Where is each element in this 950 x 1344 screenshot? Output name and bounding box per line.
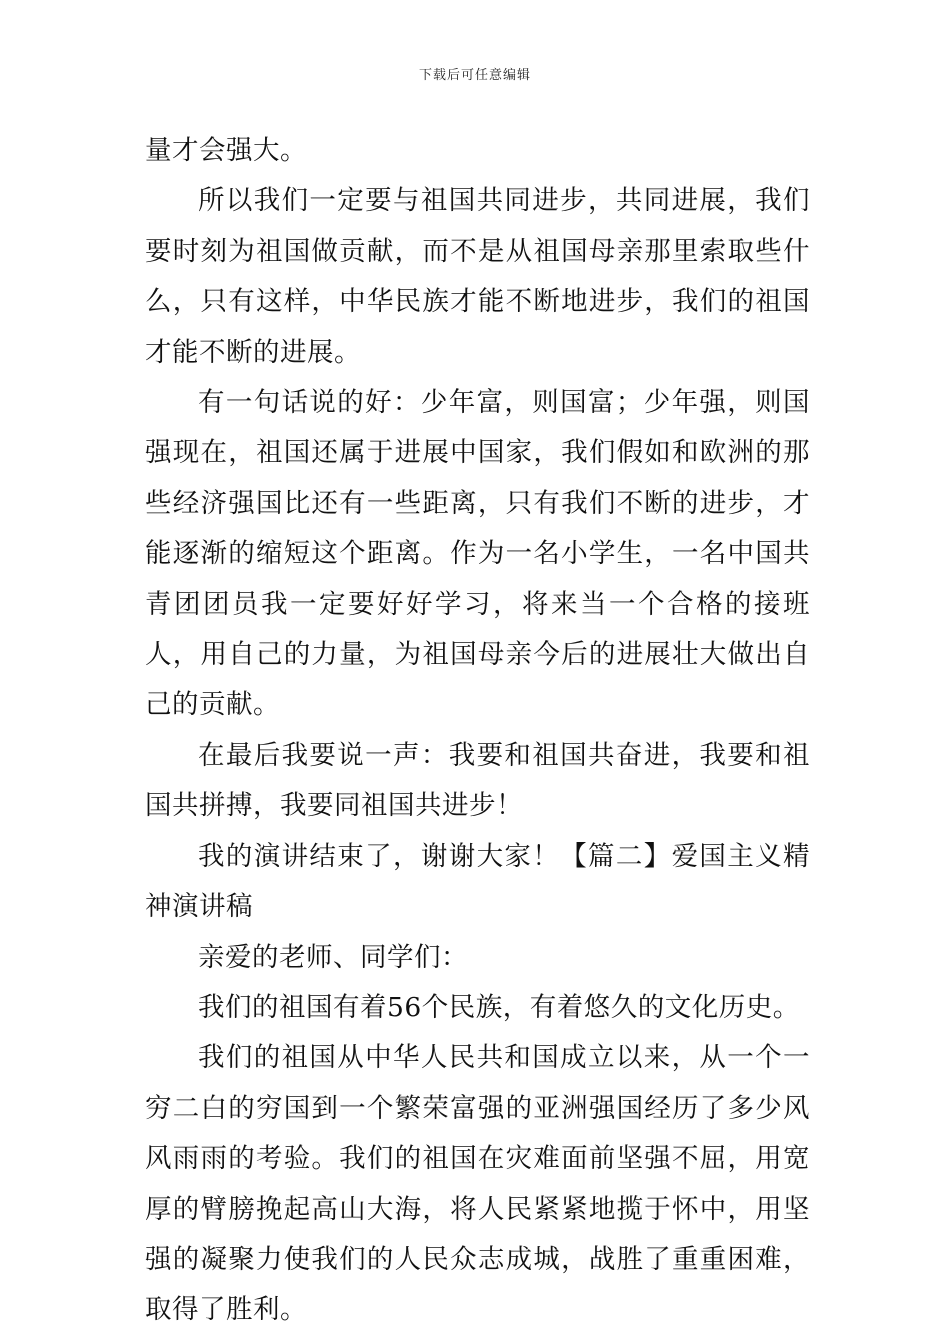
paragraph-2: 所以我们一定要与祖国共同进步，共同进展，我们要时刻为祖国做贡献，而不是从祖国母亲那里索取些什么，只有这样，中华民族才能不断地进步，我们的祖国才能不断的进展。 xyxy=(145,185,810,368)
paragraph-7: 我们的祖国有着56个民族，有着悠久的文化历史。 xyxy=(198,991,800,1023)
paragraph-8: 我们的祖国从中华人民共和国成立以来，从一个一穷二白的穷国到一个繁荣富强的亚洲强国经历了多少风风雨雨的考验。我们的祖国在灾难面前坚强不屈，用宽厚的臂膀挽起高山大海，将人民紧紧地揽于怀中，用坚强的凝聚力使我们的人民众志成城，战胜了重重困难，取得了胜利。 xyxy=(145,1042,810,1326)
page-header-note: 下载后可任意编辑 xyxy=(418,68,531,83)
paragraph-6: 亲爱的老师、同学们： xyxy=(198,941,468,973)
paragraph-3: 有一句话说的好：少年富，则国富；少年强，则国强现在，祖国还属于进展中国家，我们假如和欧洲的那些经济强国比还有一些距离，只有我们不断的进步，才能逐渐的缩短这个距离。作为一名小学生，一名中国共青团团员我一定要好好学习，将来当一个合格的接班人，用自己的力量，为祖国母亲今后的进展壮大做出自己的贡献。 xyxy=(145,387,810,721)
paragraph-5: 我的演讲结束了，谢谢大家！【篇二】爱国主义精神演讲稿 xyxy=(145,840,810,923)
document-body xyxy=(145,126,810,1336)
paragraph-4: 在最后我要说一声：我要和祖国共奋进，我要和祖国共拼搏，我要同祖国共进步！ xyxy=(145,739,810,822)
paragraph-1: 量才会强大。 xyxy=(145,135,307,166)
